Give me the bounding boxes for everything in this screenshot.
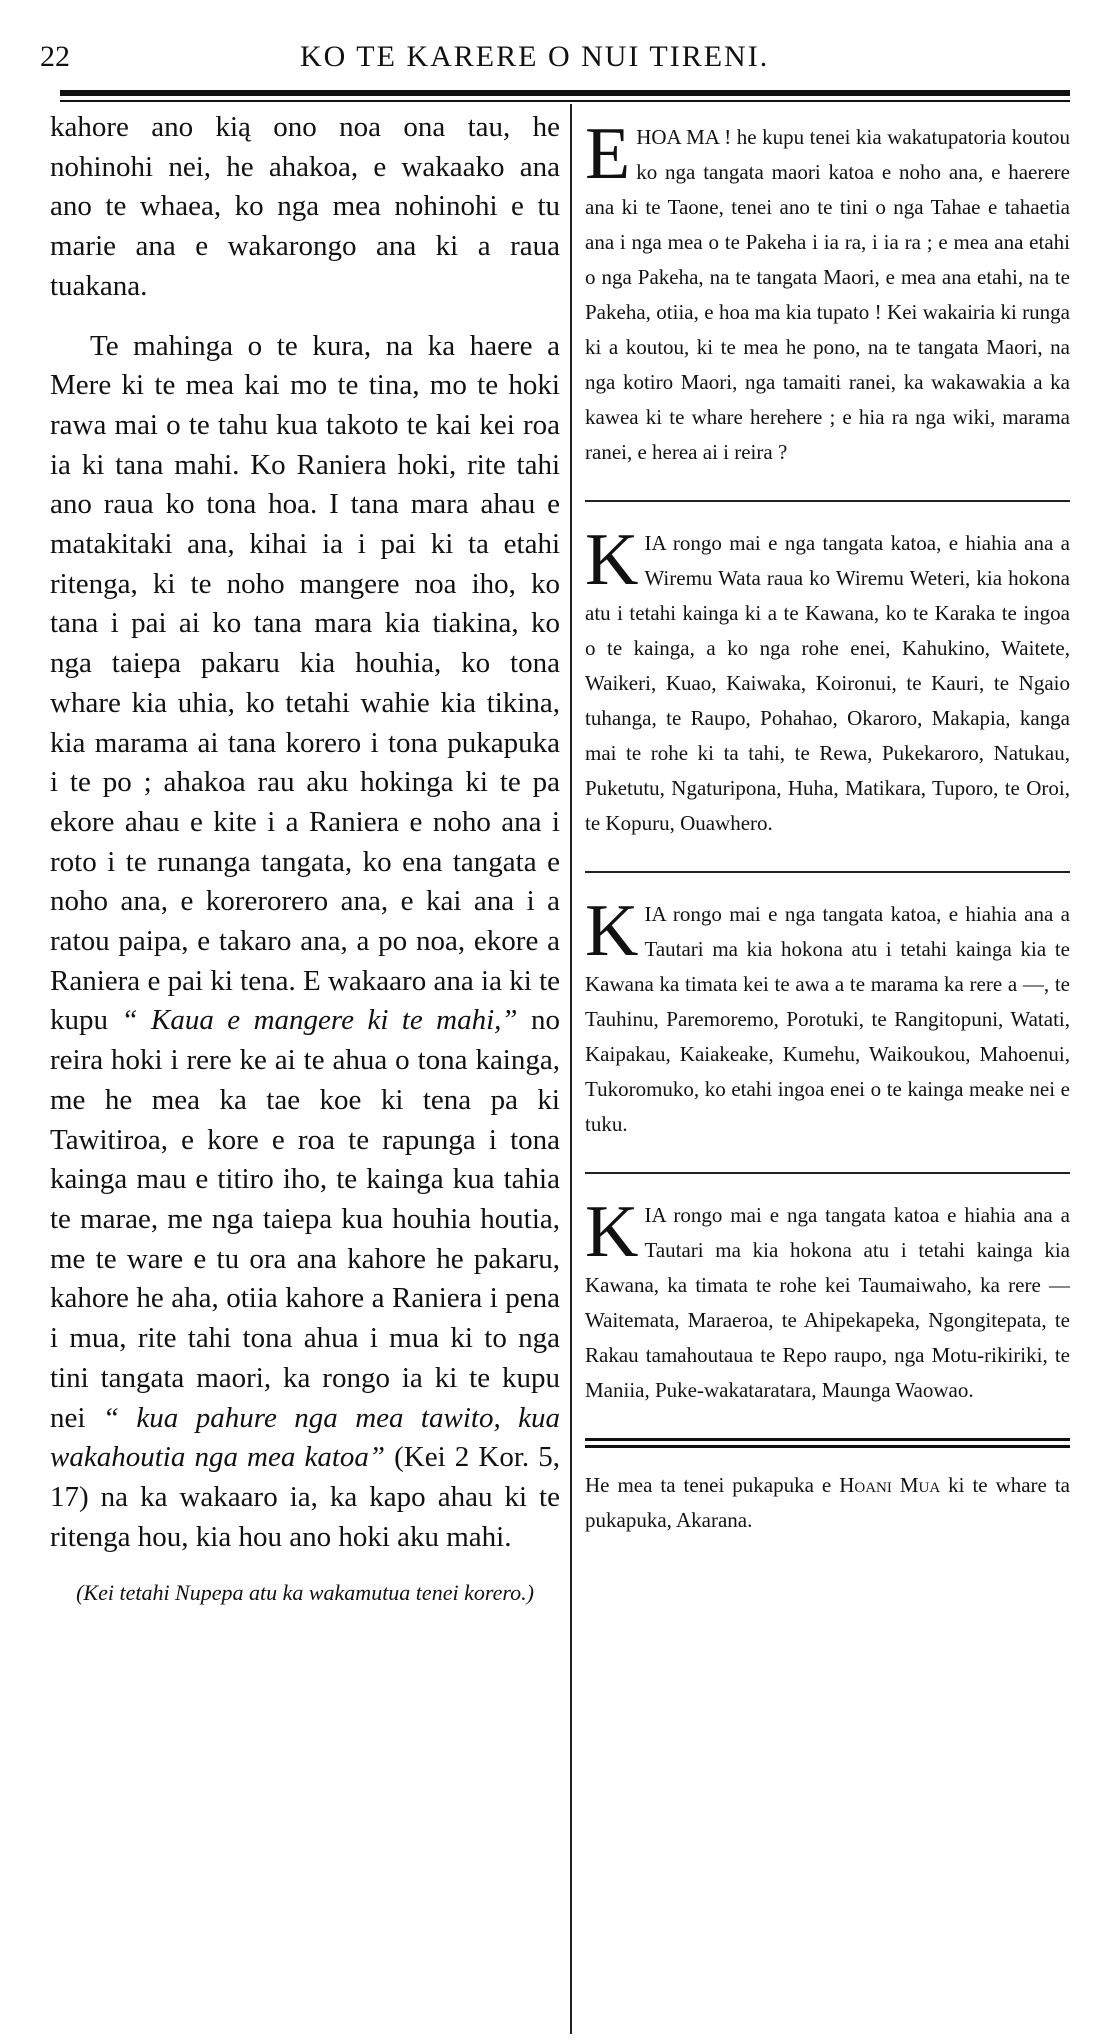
header-rule-thin — [60, 100, 1070, 102]
notice-4-text: IA rongo mai e nga tangata katoa e hiahia ana a Tautari ma kia hokona atu i tetahi kainga kia Kawana, ka timata te rohe kei Taumaiwaho, ka rere — Waitemata, Maraeroa, te Ahipekapeka, Ngongitepata, te Rakau tamahoutaua te Repo raupo, nga Motu-rikiriki, te Maniia, Puke-wakataratara, Maunga Waowao. — [585, 1203, 1070, 1402]
footer-text-after: ki te whare ta pukapuka, Akarana. — [585, 1473, 1070, 1532]
header-rule-thick — [60, 90, 1070, 96]
footer-text-before: He mea ta tenei pukapuka e — [585, 1473, 832, 1497]
notice-3-dropcap: K — [585, 890, 639, 972]
notice-separator — [585, 1172, 1070, 1174]
printer-name: Hoani Mua — [839, 1473, 941, 1497]
right-column — [585, 113, 1070, 1538]
footer-rule-top — [585, 1438, 1070, 1441]
footer-rule-bottom — [585, 1445, 1070, 1448]
left-paragraph-2-part-3: (Kei 2 Kor. 5, 17) na ka wakaaro ia, ka kapo ahau ki te ritenga hou, kia hou ano hoki aku mahi. — [50, 1441, 560, 1553]
source-note: (Kei tetahi Nupepa atu ka wakamutua tenei korero.) — [76, 1580, 534, 1606]
notice-land-sale-tautari-1 — [585, 890, 1070, 1142]
page-number: 22 — [40, 40, 70, 73]
left-paragraph-2 — [50, 327, 560, 1558]
left-quote-1: “ Kaua e mangere ki te mahi,” — [121, 1004, 518, 1037]
notice-1-text: HOA MA ! he kupu tenei kia wakatupatoria koutou ko nga tangata maori katoa e noho ana, e haerere ana ki te Taone, tenei ano te tini o nga Tahae e tahaetia ana i nga mea o te Pakeha i ia ra, i ia ra ; e mea ana etahi o nga Pakeha, na te tangata Maori, e mea ana etahi, na te Pakeha, otiia, e hoa ma kia tupato ! Kei wakairia ki runga ki a koutou, ki te mea he pono, na te tangata Maori, na nga kotiro Maori, nga tamaiti ranei, ka wakawakia a ka kawea ki te whare herehere ; e hia ra nga wiki, marama ranei, e herea ai i reira ? — [585, 125, 1070, 464]
left-paragraph-1: kahore ano kią ono noa ona tau, he nohinohi nei, he ahakoa, e wakaako ana ano te whaea, ko nga mea nohinohi e tu marie ana e wakarongo ana ki a raua tuakana. — [50, 111, 560, 302]
page-title: KO TE KARERE O NUI TIRENI. — [300, 40, 770, 73]
printer-footer — [585, 1468, 1070, 1538]
notice-4-dropcap: K — [585, 1191, 639, 1273]
column-divider — [570, 104, 572, 2034]
notice-land-sale-karaka — [585, 519, 1070, 841]
notice-land-sale-tautari-2 — [585, 1191, 1070, 1408]
page-header — [0, 0, 1114, 100]
notice-2-text: IA rongo mai e nga tangata katoa, e hiahia ana a Wiremu Wata raua ko Wiremu Weteri, kia hokona atu i tetahi kainga ki a te Kawana, ko te Karaka te ingoa o te kainga, a ko nga rohe enei, Kahukino, Waitete, Waikeri, Kuao, Kaiwaka, Koironui, te Kauri, te Ngaio tuhanga, te Raupo, Pohahao, Okaroro, Makapia, kanga mai te rohe ki ta tahi, te Rewa, Pukekaroro, Natukau, Puketutu, Ngaturipona, Huha, Matikara, Tuporo, te Oroi, te Kopuru, Ouawhero. — [585, 531, 1070, 835]
notice-2-dropcap: K — [585, 519, 639, 601]
notice-1-dropcap: E — [585, 113, 631, 195]
left-paragraph-2-part-2: no reira hoki i rere ke ai te ahua o tona kainga, me he mea ka tae koe ki tena pa ki Tawitiroa, e kore e roa te rapunga i tona kainga mau e titiro iho, te kainga kua tahia te marae, me nga taiepa kua houhia houtia, me te ware e tu ora ana kahore he pakaru, kahore he aha, otiia kahore a Raniera i pena i mua, rite tahi tona ahua i mua ki to nga tini tangata maori, ka rongo ia ki te kupu nei — [50, 1004, 561, 1434]
notice-separator — [585, 500, 1070, 502]
notice-3-text: IA rongo mai e nga tangata katoa, e hiahia ana a Tautari ma kia hokona atu i tetahi kainga kia te Kawana ka timata kei te awa a te marama ka rere a —, te Tauhinu, Paremoremo, Porotuki, te Rangitopuni, Watati, Kaipakau, Kaiakeake, Kumehu, Waikoukou, Mahoenui, Tukoromuko, ko etahi ingoa enei o te kainga meake nei e tuku. — [585, 902, 1070, 1136]
notice-thieves — [585, 113, 1070, 470]
left-paragraph-2-part-1: Te mahinga o te kura, na ka haere a Mere ki te mea kai mo te tina, mo te hoki rawa mai o te tahu kua takoto te kai kei roa ia ki tana mahi. Ko Raniera hoki, rite tahi ano raua ko tona hoa. I tana mara ahau e matakitaki ana, kihai ia i pai ki ta etahi ritenga, ki te noho mangere noa iho, ko tana i pai ai ko tana mara kia tiakina, ko nga taiepa pakaru kia houhia, ko tona whare kia uhia, ko tetahi wahie kia tikina, kia marama ai tana korero i tona pukapuka i te po ; ahakoa rau aku hokinga ki te pa ekore ahau e kite i a Raniera e noho ana i roto i te runanga tangata, ko ena tangata e noho ana, e korerorero ana, e kai ana i a ratou paipa, e takaro ana, a po noa, ekore a Raniera e pai ki tena. E wakaaro ana ia ki te kupu — [50, 329, 560, 1037]
left-column — [50, 108, 560, 1611]
notice-separator — [585, 871, 1070, 873]
left-quote-2: “ kua pahure nga mea tawito, kua wakahoutia nga mea katoa” — [50, 1401, 561, 1474]
